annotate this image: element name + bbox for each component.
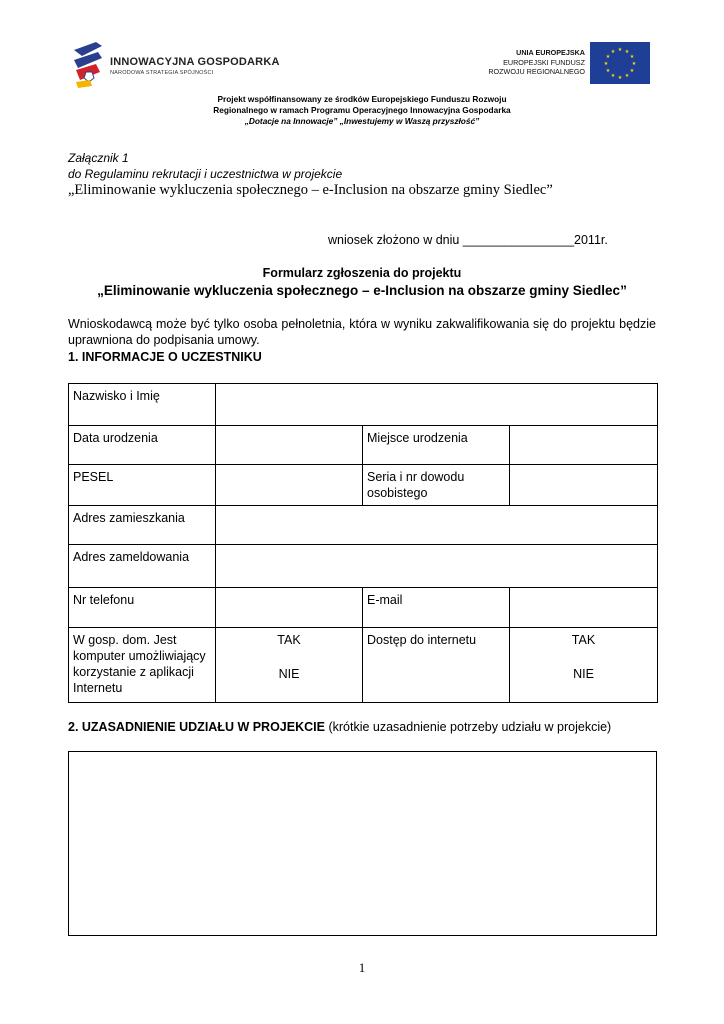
logo-left-tagline: NARODOWA STRATEGIA SPÓJNOŚCI: [110, 70, 214, 76]
svg-text:★: ★: [617, 75, 623, 81]
table-row: [69, 628, 658, 703]
address-residence-label: Adres zamieszkania: [69, 506, 216, 545]
pesel-label: PESEL: [69, 465, 216, 506]
eu-logo-line2: EUROPEJSKI FUNDUSZ: [503, 58, 585, 67]
table-row: [69, 426, 658, 465]
email-label: E-mail: [363, 588, 510, 628]
name-label: Nazwisko i Imię: [69, 384, 216, 426]
svg-text:★: ★: [629, 68, 635, 74]
eu-flag-icon: [590, 42, 650, 84]
table-row: [69, 384, 658, 426]
logo-left-name: INNOWACYJNA GOSPODARKA: [110, 56, 280, 68]
funding-line-3: „Dotacje na Innowacje” „Inwestujemy w Waszą przyszłość”: [244, 116, 480, 126]
birth-date-input[interactable]: [216, 426, 363, 465]
table-row: [69, 588, 658, 628]
address-registered-label: Adres zameldowania: [69, 545, 216, 588]
svg-text:★: ★: [624, 73, 630, 79]
annex-description: do Regulaminu rekrutacji i uczestnictwa w projekcie: [68, 167, 343, 181]
computer-label: W gosp. dom. Jest komputer umożliwiający korzystanie z aplikacji Internetu: [69, 628, 216, 703]
annex-project-title: „Eliminowanie wykluczenia społecznego – e-Inclusion na obszarze gminy Siedlec”: [68, 182, 553, 198]
svg-text:★: ★: [603, 61, 609, 67]
section-2-heading: [68, 720, 611, 734]
phone-label: Nr telefonu: [69, 588, 216, 628]
form-title: Formularz zgłoszenia do projektu: [262, 266, 462, 280]
svg-text:★: ★: [605, 68, 611, 74]
address-registered-input[interactable]: [216, 545, 658, 588]
funding-line-1: Projekt współfinansowany ze środków Europejskiego Funduszu Rozwoju: [217, 94, 507, 104]
id-number-input[interactable]: [510, 465, 658, 506]
svg-text:★: ★: [617, 47, 623, 53]
funding-line-2: Regionalnego w ramach Programu Operacyjnego Innowacyjna Gospodarka: [213, 105, 511, 115]
pesel-input[interactable]: [216, 465, 363, 506]
internet-yes-option[interactable]: TAK: [571, 633, 596, 647]
section-2-title: 2. UZASADNIENIE UDZIAŁU W PROJEKCIE: [68, 720, 325, 734]
innowacyjna-gospodarka-logo: [72, 40, 280, 90]
svg-text:★: ★: [610, 49, 616, 55]
phone-input[interactable]: [216, 588, 363, 628]
svg-text:★: ★: [605, 54, 611, 60]
eu-logo-line1: UNIA EUROPEJSKA: [516, 48, 585, 57]
eu-logo: [480, 42, 655, 86]
svg-text:★: ★: [610, 73, 616, 79]
birth-place-label: Miejsce urodzenia: [363, 426, 510, 465]
table-row: [69, 545, 658, 588]
internet-label: Dostęp do internetu: [363, 628, 510, 703]
birth-date-label: Data urodzenia: [69, 426, 216, 465]
address-residence-input[interactable]: [216, 506, 658, 545]
intro-paragraph: Wnioskodawcą może być tylko osoba pełnoletnia, która w wyniku zakwalifikowania się do projektu będzie uprawniona do podpisania umowy.: [68, 317, 656, 347]
justification-textbox[interactable]: [68, 751, 657, 936]
id-number-label: Seria i nr dowodu osobistego: [363, 465, 510, 506]
form-subtitle: „Eliminowanie wykluczenia społecznego – e-Inclusion na obszarze gminy Siedlec”: [97, 283, 627, 298]
svg-text:★: ★: [629, 54, 635, 60]
eu-logo-line3: ROZWOJU REGIONALNEGO: [488, 67, 585, 76]
table-row: [69, 506, 658, 545]
svg-text:★: ★: [631, 61, 637, 67]
internet-options: [510, 628, 658, 703]
section-1-heading: 1. INFORMACJE O UCZESTNIKU: [68, 350, 262, 364]
computer-yes-option[interactable]: TAK: [277, 633, 301, 647]
section-2-note: (krótkie uzasadnienie potrzeby udziału w projekcie): [324, 720, 612, 734]
annex-number: Załącznik 1: [68, 151, 129, 165]
page-number: 1: [358, 960, 366, 975]
computer-no-option[interactable]: NIE: [278, 667, 300, 681]
email-input[interactable]: [510, 588, 658, 628]
computer-options: [216, 628, 363, 703]
svg-text:★: ★: [624, 49, 630, 55]
innowacyjna-gospodarka-emblem-icon: [72, 42, 106, 88]
internet-no-option[interactable]: NIE: [573, 667, 594, 681]
table-row: [69, 465, 658, 506]
submission-date-line[interactable]: wniosek złożono w dniu ________________2011r.: [328, 233, 608, 247]
participant-info-table: [68, 383, 658, 703]
birth-place-input[interactable]: [510, 426, 658, 465]
name-input[interactable]: [216, 384, 658, 426]
